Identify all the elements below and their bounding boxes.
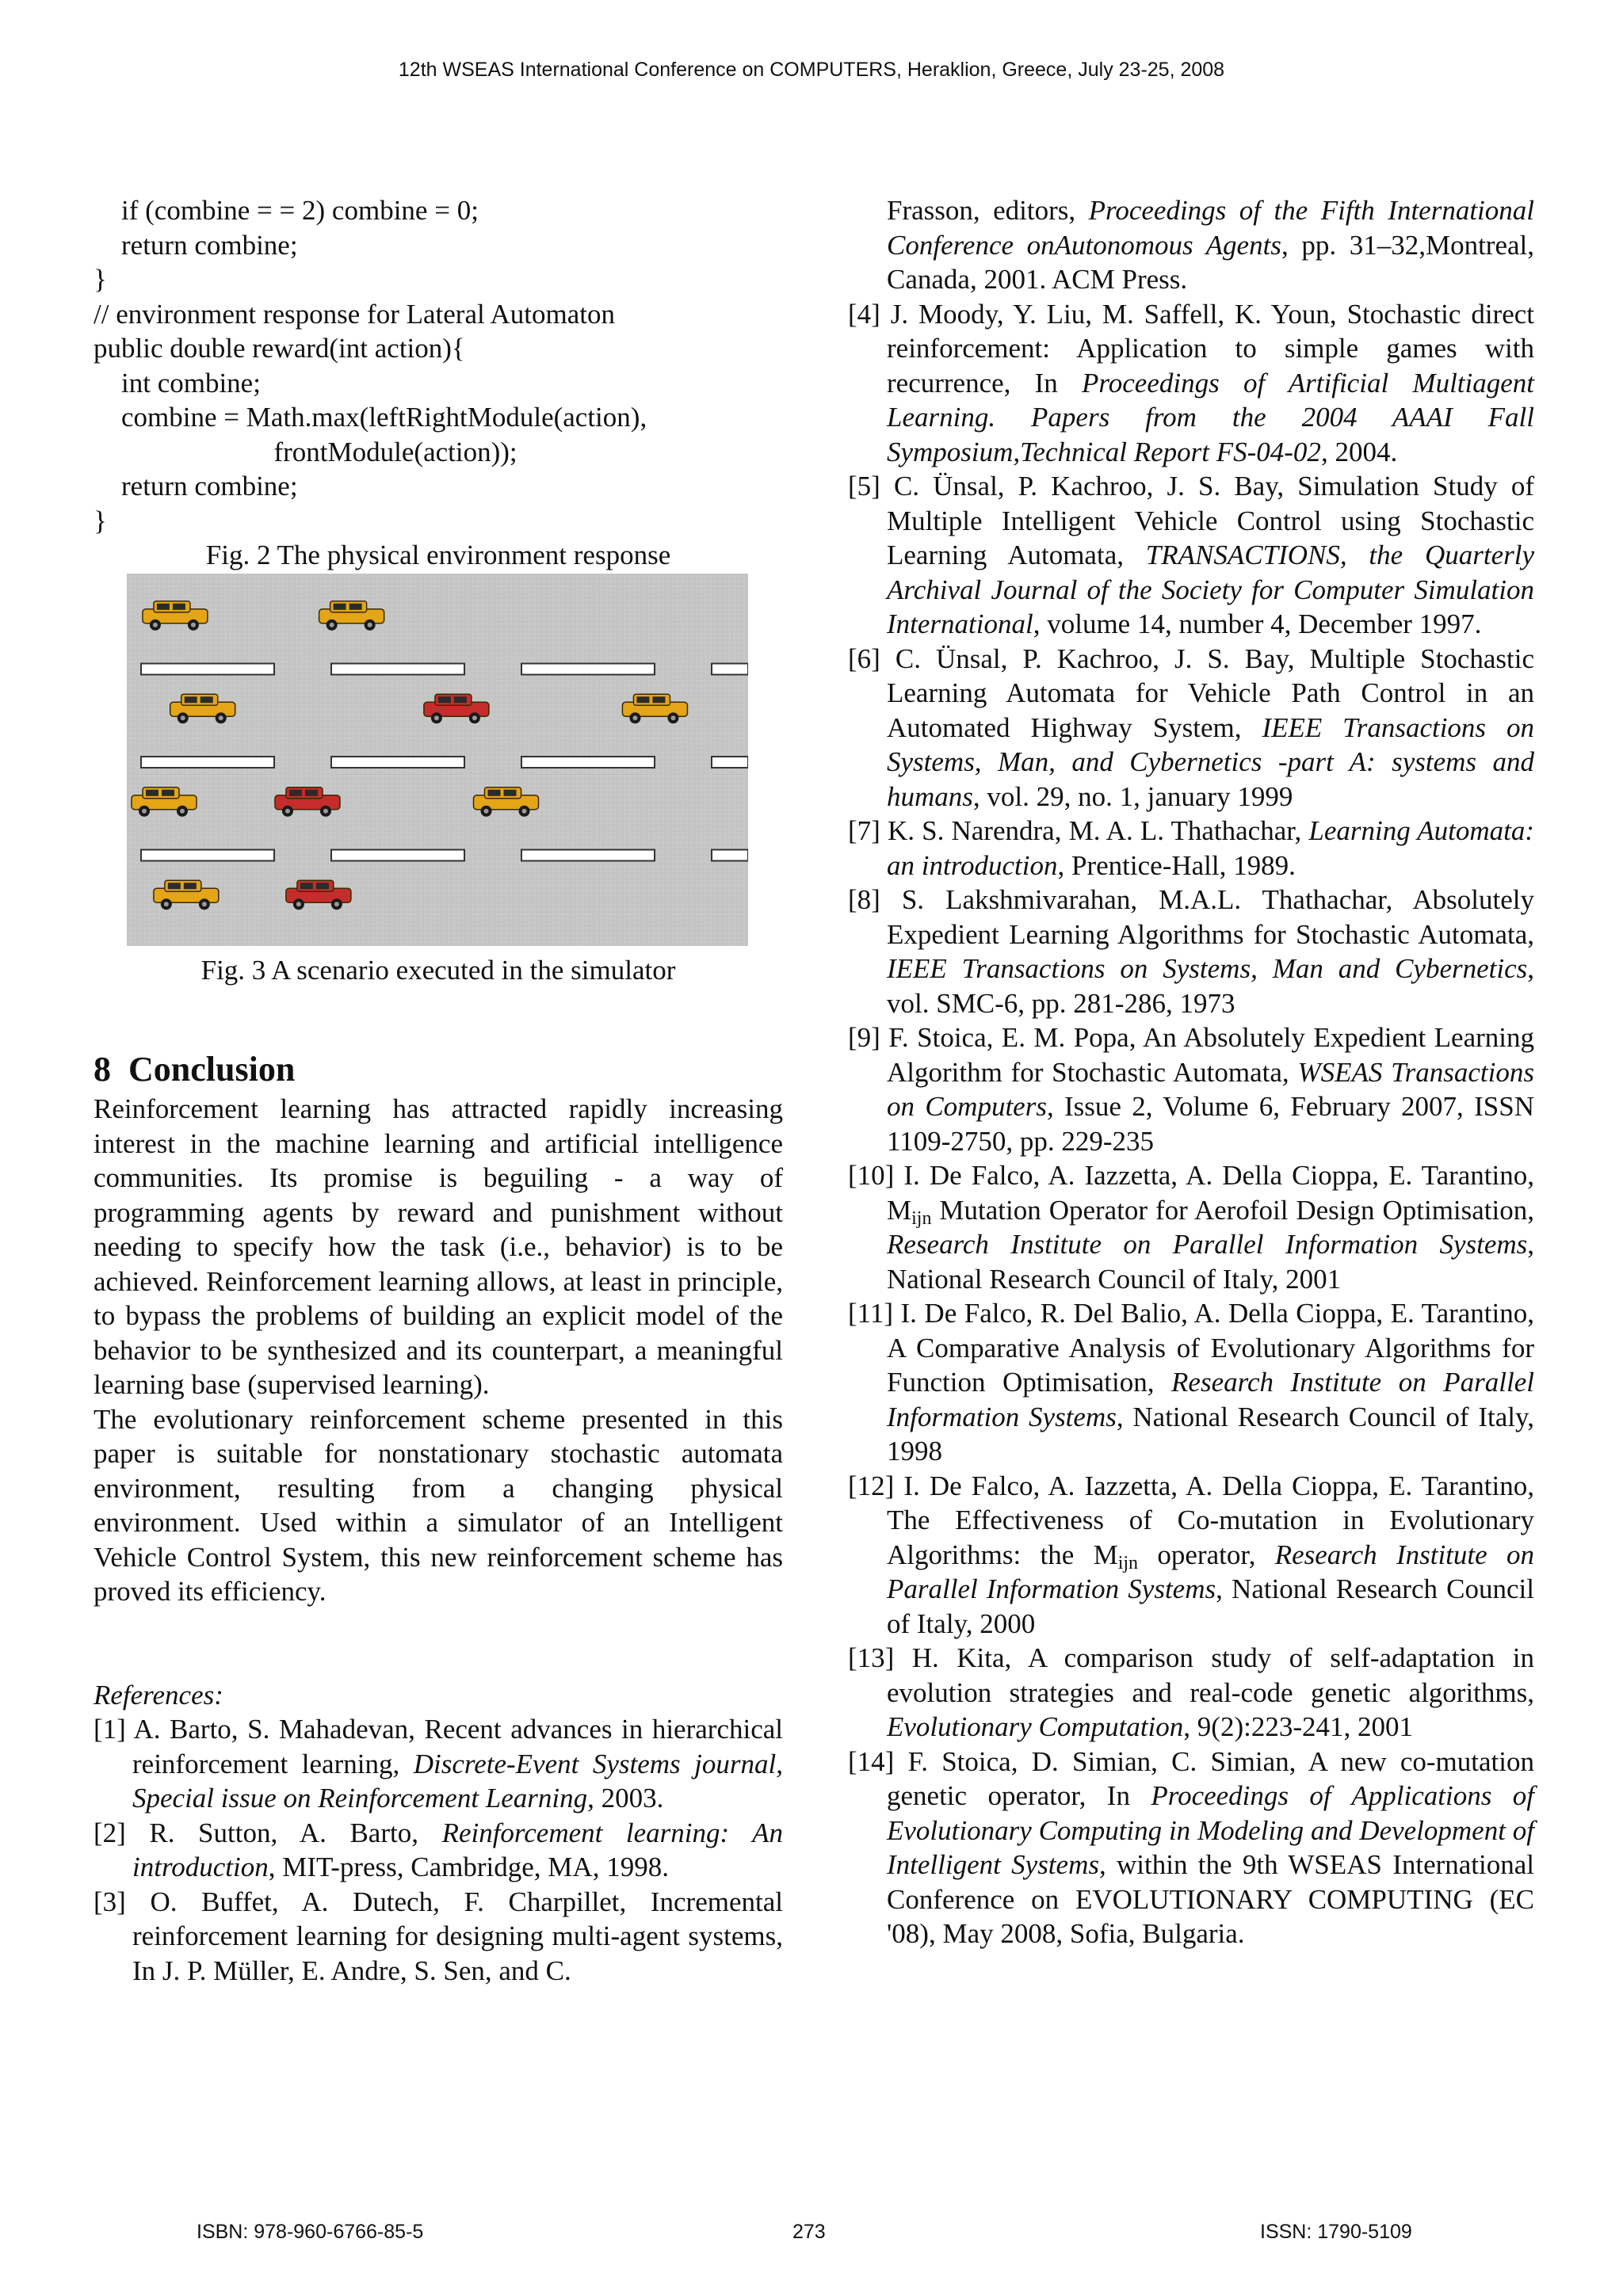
footer-isbn: ISBN: 978-960-6766-85-5 — [197, 2221, 424, 2243]
reference-item — [848, 1296, 1534, 1469]
reference-number: [4] — [848, 298, 880, 330]
reference-text: Mutation Operator for Aerofoil Design Optimisation, — [931, 1194, 1534, 1226]
lane-marking — [521, 664, 655, 675]
reference-text: H. Kita, A comparison study of self-adaptation in evolution strategies and real-code genetic algorithms, — [887, 1642, 1534, 1708]
reference-item — [848, 642, 1534, 814]
reference-text: , Issue 2, Volume 6, February 2007, ISSN 1109-2750, pp. 229-235 — [887, 1091, 1534, 1157]
code-listing — [94, 193, 783, 538]
reference-text: C. Ünsal, P. Kachroo, J. S. Bay, Multiple Stochastic Learning Automata for Vehicle Path Control in an Automated Highway System, — [887, 643, 1534, 743]
section-number: 8 — [94, 1050, 111, 1089]
reference-venue: IEEE Transactions on Systems, Man, and Cybernetics -part A: systems and humans — [887, 711, 1534, 812]
lane-marking — [712, 757, 748, 768]
reference-text: Frasson, editors, — [887, 195, 1089, 226]
reference-text: C. Ünsal, P. Kachroo, J. S. Bay, Simulation Study of Multiple Intelligent Vehicle Control using Stochastic Learning Automata, — [887, 471, 1535, 570]
reference-text: within the 9th WSEAS International Conference on EVOLUTIONARY COMPUTING (EC '08), May 2008, Sofia, Bulgaria. — [887, 1849, 1534, 1949]
reference-venue: Research Institute on Parallel Information Systems — [887, 1229, 1528, 1260]
reference-item — [94, 1712, 783, 1816]
code-line: } — [94, 505, 107, 536]
reference-text: operator, — [1138, 1539, 1275, 1570]
references-heading: References: — [94, 1679, 223, 1711]
subscript: ijn — [911, 1207, 932, 1229]
lane-marking — [141, 850, 274, 861]
left-column — [94, 193, 783, 1988]
reference-number: [7] — [848, 815, 880, 846]
conclusion-paragraph: The evolutionary reinforcement scheme presented in this paper is suitable for nonstationary stochastic automata environment, resulting from a changing physical environment. Used within a simulator of an Intelligent Vehicle Control System, this new reinforcement scheme has proved its efficiency. — [94, 1403, 783, 1607]
code-line: return combine; — [94, 471, 298, 502]
reference-item-continued — [848, 193, 1534, 297]
running-header: 12th WSEAS International Conference on COMPUTERS, Heraklion, Greece, July 23-25, 2008 — [398, 59, 1225, 81]
reference-text: , MIT-press, Cambridge, MA, 1998. — [268, 1852, 669, 1882]
code-line: combine = Math.max(leftRightModule(action), — [94, 402, 647, 433]
reference-item — [848, 297, 1534, 470]
reference-venue: Reinforcement learning: An introduction — [132, 1817, 784, 1882]
section-title: Conclusion — [128, 1050, 296, 1089]
lane-marking — [521, 850, 655, 861]
reference-text: I. De Falco, R. Del Balio, A. Della Cioppa, E. Tarantino, A Comparative Analysis of Evolutionary Algorithms for Function Optimisation, — [887, 1298, 1535, 1398]
footer-issn: ISSN: 1790-5109 — [1260, 2221, 1412, 2243]
lane-marking — [331, 757, 464, 768]
conclusion-paragraph: Reinforcement learning has attracted rapidly increasing interest in the machine learning and artificial intelligence communities. Its promise is beguiling - a way of programming agents by reward and punishment without needing to specify how the task (i.e., behavior) is to be achieved. Reinforcement learning allows, at least in principle, to bypass the problems of building an explicit model of the behavior to be synthesized and its counterpart, a meaningful learning base (supervised learning). — [94, 1093, 783, 1400]
subscript: ijn — [1117, 1552, 1139, 1573]
lane-marking — [141, 664, 274, 675]
reference-number: [5] — [848, 471, 880, 502]
reference-venue: WSEAS Transactions on Computers — [887, 1056, 1535, 1122]
simulator-scene-figure — [127, 574, 748, 946]
lane-marking — [331, 850, 464, 861]
reference-text: F. Stoica, D. Simian, C. Simian, A new co-mutation genetic operator, In — [887, 1745, 1534, 1811]
reference-number: [10] — [848, 1160, 895, 1191]
reference-venue: TRANSACTIONS, the Quarterly Archival Journal of the Society for Computer Simulation International — [887, 540, 1534, 639]
reference-text: , National Research Council of Italy, 1998 — [887, 1401, 1534, 1466]
code-line: public double reward(int action){ — [94, 333, 465, 364]
reference-text: , pp. 31–32,Montreal, Canada, 2001. ACM Press. — [887, 229, 1535, 295]
reference-item — [848, 1469, 1534, 1642]
reference-number: [9] — [848, 1022, 880, 1053]
reference-text: , Prentice-Hall, 1989. — [1057, 849, 1296, 881]
reference-item — [94, 1885, 783, 1989]
reference-text: S. Lakshmivarahan, M.A.L. Thathachar, Absolutely Expedient Learning Algorithms for Stochastic Automata, — [887, 884, 1534, 950]
reference-item — [848, 1745, 1534, 1951]
reference-item — [848, 469, 1534, 642]
reference-text: F. Stoica, E. M. Popa, An Absolutely Expedient Learning Algorithm for Stochastic Automata, — [887, 1022, 1535, 1088]
reference-number: [1] — [94, 1714, 126, 1745]
reference-number: [13] — [848, 1642, 895, 1673]
reference-number: [3] — [94, 1886, 126, 1917]
reference-venue: Proceedings of Artificial Multiagent Learning. Papers from the 2004 AAAI Fall Symposium,Technical Report FS-04-02 — [887, 367, 1534, 467]
reference-number: [12] — [848, 1470, 895, 1501]
reference-venue: Discrete-Event Systems journal, Special issue on Reinforcement Learning — [132, 1748, 783, 1814]
code-line: } — [94, 264, 107, 295]
reference-text: , 9(2):223-241, 2001 — [1183, 1711, 1413, 1742]
reference-text: , National Research Council of Italy, 2000 — [887, 1573, 1534, 1639]
reference-text: , National Research Council of Italy, 2001 — [887, 1229, 1534, 1295]
section-heading — [94, 1047, 783, 1092]
fig3-caption: Fig. 3 A scenario executed in the simulator — [200, 954, 676, 986]
reference-number: [6] — [848, 643, 880, 674]
reference-text: A. Barto, S. Mahadevan, Recent advances in hierarchical reinforcement learning, — [132, 1714, 783, 1779]
reference-text: , vol. SMC-6, pp. 281-286, 1973 — [887, 953, 1534, 1019]
code-line: if (combine = = 2) combine = 0; — [94, 195, 479, 226]
right-column — [848, 193, 1534, 1951]
reference-venue: Research Institute on Parallel Information Systems — [887, 1539, 1534, 1604]
reference-number: [11] — [848, 1298, 894, 1329]
reference-item — [848, 1020, 1534, 1158]
reference-text: , 2004. — [1320, 436, 1398, 467]
reference-venue: Proceedings of Applications of Evolutionary Computing in Modeling and Development of Intelligent Systems, — [887, 1780, 1534, 1880]
reference-number: [14] — [848, 1745, 895, 1777]
reference-number: [2] — [94, 1817, 126, 1848]
reference-text: I. De Falco, A. Iazzetta, A. Della Cioppa, E. Tarantino, M — [887, 1160, 1534, 1226]
code-line: return combine; — [94, 229, 298, 261]
reference-venue: Research Institute on Parallel Information Systems — [887, 1367, 1534, 1432]
reference-text: , vol. 29, no. 1, january 1999 — [972, 780, 1293, 812]
reference-item — [848, 1641, 1534, 1745]
reference-text: I. De Falco, A. Iazzetta, A. Della Cioppa, E. Tarantino, The Effectiveness of Co-mutation in Evolutionary Algorithms: the M — [887, 1470, 1534, 1570]
reference-text: , 2003. — [587, 1783, 664, 1814]
lane-marking — [331, 664, 464, 675]
reference-venue: Proceedings of the Fifth International Conference onAutonomous Agents — [887, 195, 1534, 261]
reference-item — [848, 883, 1534, 1020]
code-line: int combine; — [94, 367, 261, 399]
fig2-caption: Fig. 2 The physical environment response — [205, 540, 671, 570]
footer-page-number: 273 — [792, 2221, 826, 2243]
reference-item — [94, 1816, 783, 1885]
reference-venue: IEEE Transactions on Systems, Man and Cybernetics — [887, 953, 1528, 984]
lane-marking — [521, 757, 655, 768]
lane-marking — [141, 757, 274, 768]
reference-text: R. Sutton, A. Barto, — [149, 1817, 442, 1848]
code-line: frontModule(action)); — [94, 436, 517, 467]
reference-venue: Learning Automata: an introduction — [887, 815, 1535, 881]
reference-number: [8] — [848, 884, 880, 915]
reference-text: K. S. Narendra, M. A. L. Thathachar, — [887, 815, 1309, 846]
reference-text: O. Buffet, A. Dutech, F. Charpillet, Incremental reinforcement learning for designing multi-agent systems, In J. P. Müller, E. Andre, S. Sen, and C. — [132, 1886, 783, 1986]
reference-item — [848, 1158, 1534, 1296]
lane-marking — [712, 850, 748, 861]
code-line: // environment response for Lateral Automaton — [94, 298, 616, 330]
reference-text: , volume 14, number 4, December 1997. — [1033, 608, 1482, 639]
reference-venue: Evolutionary Computation — [887, 1711, 1184, 1742]
lane-marking — [712, 664, 748, 675]
reference-text: J. Moody, Y. Liu, M. Saffell, K. Youn, Stochastic direct reinforcement: Application to simple games with recurrence, In — [887, 298, 1535, 399]
reference-item — [848, 814, 1534, 883]
